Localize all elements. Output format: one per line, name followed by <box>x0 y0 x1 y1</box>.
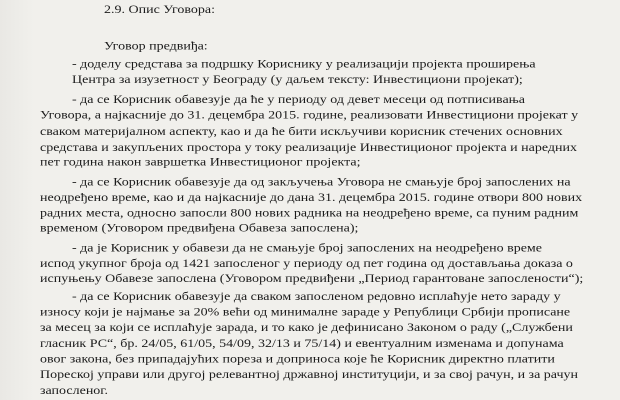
scan-edge-shadow <box>0 0 34 400</box>
text-line: средстава и закупљених простора у току реализације Инвестиционог пројекта и наредних <box>40 141 577 155</box>
text-line: временом (Уговором предвиђена Обавеза запослена); <box>40 222 359 235</box>
text-line: пет година након завршетка Инвестиционог пројекта; <box>40 156 361 169</box>
text-line: Центра за изузетност у Београду (у даљем тексту: Инвестициони пројекат); <box>72 74 523 87</box>
text-line: радних места, односно запосли 800 нових радника на неодређено време, са пуним радним <box>40 207 579 221</box>
text-line: Уговор предвиђа: <box>104 40 208 53</box>
text-line: сваком материјалном аспекту, као и да ће бити искључиви корисник стечених основних <box>40 126 563 139</box>
text-line: запосленог. <box>40 384 108 398</box>
text-line: Пореској управи или другој релевантној државној институцији, и за свој рачун, и за рачун <box>40 369 578 382</box>
text-line: испуњењу Обавезе запослена (Уговором предвиђени „Период гарантоване запослености“); <box>40 272 584 286</box>
text-line: неодређено време, као и да најкасније до дана 31. децембра 2015. године отвори 800 нових <box>40 191 583 205</box>
text-line: испод укупног броја од 1421 запосленог у периоду од пет година од достављања доказа о <box>40 257 573 271</box>
text-line: овог закона, без припадајућих пореза и доприноса које ће Корисник директно платити <box>40 353 555 366</box>
text-line: - да је Корисник у обавези да не смањује број запослених на неодређено време <box>72 242 542 255</box>
text-line: Уговора, а најкасније до 31. децембра 2015. године, реализовати Инвестициони пројекат у <box>40 109 579 122</box>
text-line: - да се Корисник обавезује да сваком запосленом редовно исплаћује нето зараду у <box>72 290 561 304</box>
text-line: за месец за који се исплаћује зарада, и то како је дефинисано Законом о раду („Службени <box>40 322 573 335</box>
text-line: - да се Корисник обавезује да од закључења Уговора не смањује број запослених на <box>72 176 571 189</box>
text-line: износу који је најмање за 20% већи од минималне зараде у Републици Србији прописане <box>40 306 571 319</box>
text-line: гласник РС“, бр. 24/05, 61/05, 54/09, 32/13 и 75/14) и евентуалним изменама и допунама <box>40 337 564 351</box>
section-heading: 2.9. Опис Уговора: <box>104 4 216 17</box>
text-line: - да се Корисник обавезује да ће у периоду од девет месеци од потписивања <box>72 93 526 107</box>
text-line: - доделу средстава за подршку Кориснику у реализацији пројекта проширења <box>72 58 536 71</box>
